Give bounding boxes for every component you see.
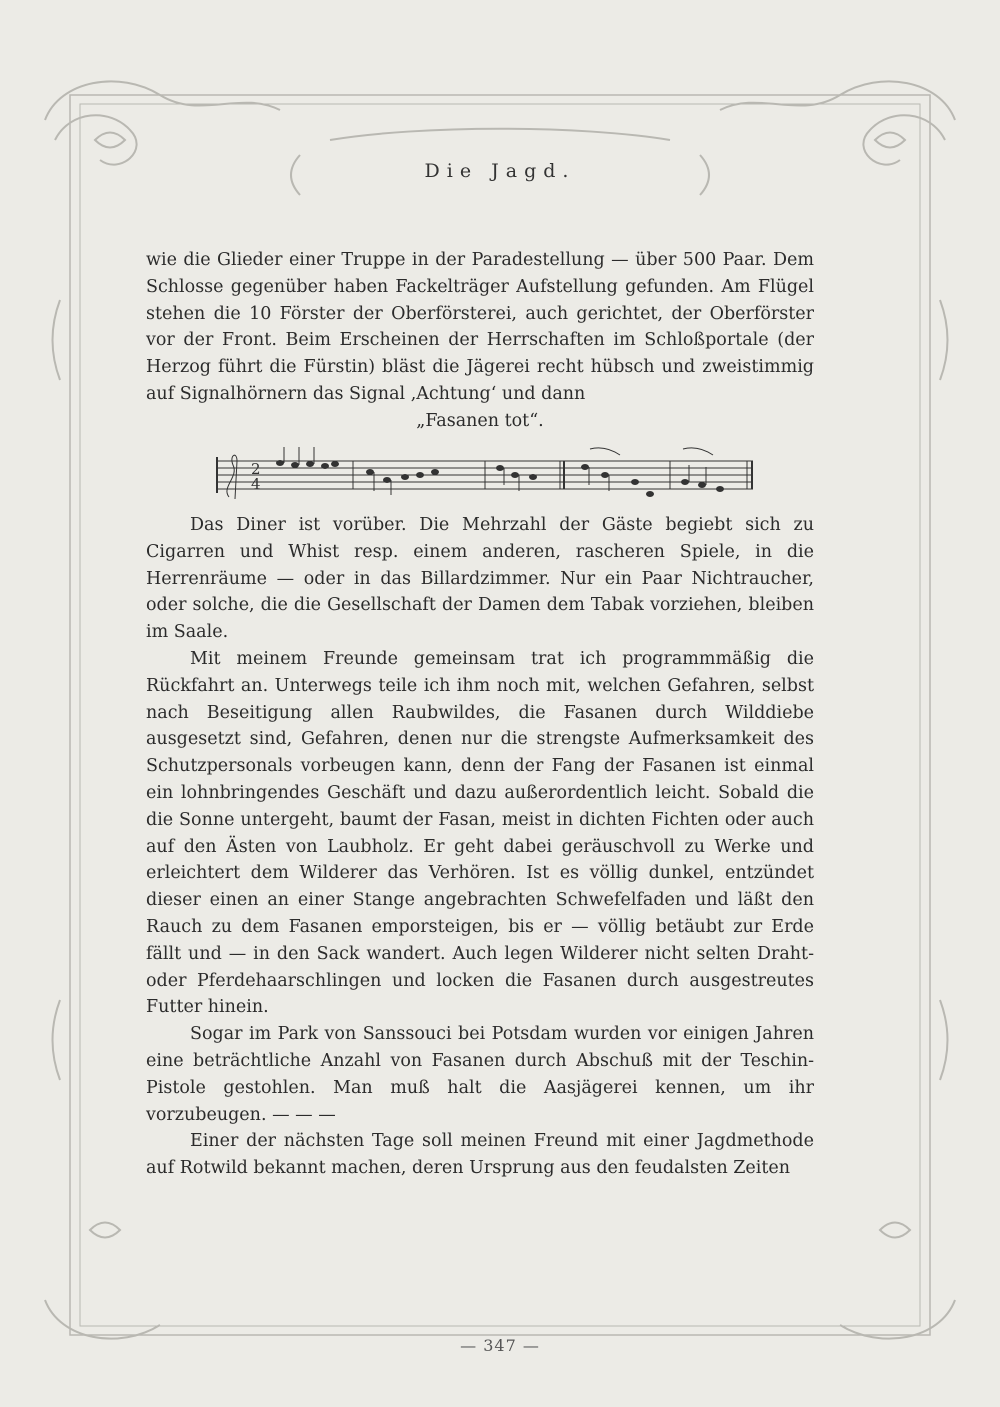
- time-signature-bottom: 4: [251, 475, 261, 493]
- paragraph: Mit meinem Freunde gemeinsam trat ich programmmäßig die Rückfahrt an. Unterwegs teile ich ihm noch mit, welchen Gefahren, selbst nach Beseitigung allen Raubwildes, die Fasanen durch Wilddiebe ausgesetzt sind, Gefahren, denen nur die strengste Aufmerksamkeit des Schutzpersonals vorbeugen kann, denn der Fang der Fasanen ist einmal ein lohnbringendes Geschäft und dazu außerordentlich leicht. Sobald die die Sonne untergeht, baumt der Fasan, meist in dichten Fichten oder auch auf den Ästen von Laubholz. Er geht dabei geräuschvoll zu Werke und erleichtert dem Wilderer das Verhören. Ist es völlig dunkel, entzündet dieser einen an einer Stange angebrachten Schwefelfaden und läßt den Rauch zu dem Fasanen emporsteigen, bis er — völlig betäubt zur Erde fällt und — in den Sack wandert. Auch legen Wilderer nicht selten Draht- oder Pferdehaarschlingen und locken die Fasanen durch ausgestreutes Futter hinein.: [146, 648, 814, 1018]
- paragraph: Sogar im Park von Sanssouci bei Potsdam wurden vor einigen Jahren eine beträchtliche Anzahl von Fasanen durch Abschuß mit der Teschin-Pistole gestohlen. Man muß halt die Aasjägerei kennen, um ihr vorzubeugen. — — —: [146, 1024, 814, 1125]
- time-signature-top: 2: [251, 460, 261, 478]
- paragraph: Einer der nächsten Tage soll meinen Freund mit einer Jagdmethode auf Rotwild bekannt machen, deren Ursprung aus den feudalsten Zeiten: [146, 1131, 814, 1179]
- text-block-upper: [146, 247, 814, 435]
- music-notation: [215, 447, 755, 505]
- paragraph: Das Diner ist vorüber. Die Mehrzahl der Gäste begiebt sich zu Cigarren und Whist resp. einem anderen, rascheren Spiele, in die Herrenräume — oder in das Billardzimmer. Nur ein Paar Nichtraucher, oder solche, die die Gesellschaft der Damen dem Tabak vorziehen, bleiben im Saale.: [146, 515, 814, 643]
- text-block-lower: [146, 512, 814, 1182]
- page-number: — 347 —: [460, 1336, 540, 1355]
- paragraph: wie die Glieder einer Truppe in der Paradestellung — über 500 Paar. Dem Schlosse gegenüber haben Fackelträger Aufstellung gefunden. Am Flügel stehen die 10 Förster der Oberförsterei, auch gerichtet, der Oberförster vor der Front. Beim Erscheinen der Herrschaften im Schloßportale (der Herzog führt die Fürstin) bläst die Jägerei recht hübsch und zweistimmig auf Signalhörnern das Signal ‚Achtung‘ und dann: [146, 250, 814, 404]
- running-head: Die Jagd.: [424, 160, 576, 182]
- paragraph-end-line: „Fasanen tot“.: [416, 410, 544, 431]
